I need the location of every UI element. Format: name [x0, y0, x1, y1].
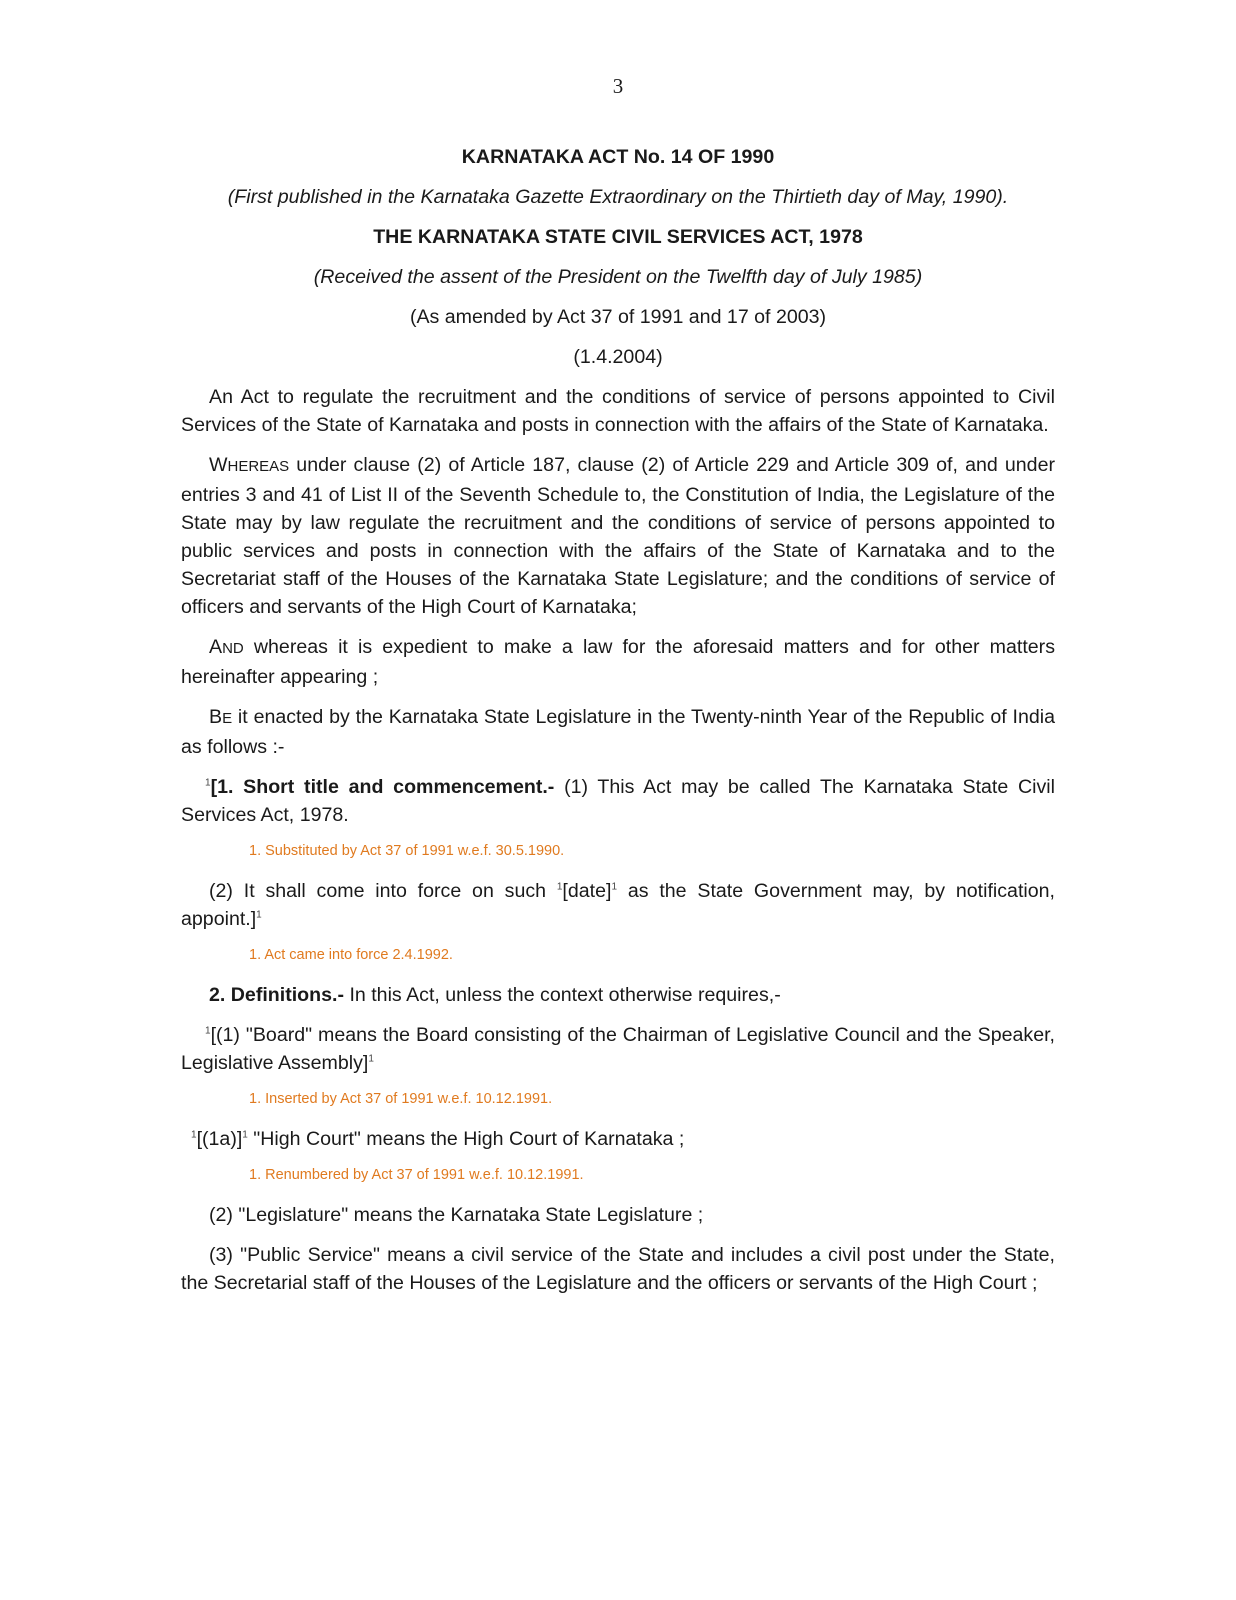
be-smallcaps: E — [222, 710, 233, 727]
footnote-marker: 1 — [368, 1053, 374, 1065]
footnote-marker: 1 — [242, 1129, 248, 1141]
subsection-2-date: [date] — [562, 880, 612, 902]
footnote-marker: 1 — [256, 909, 262, 921]
section-1-text: (1) This Act may be called The Karnataka State Civil Services Act, 1978. — [181, 776, 1055, 826]
preamble-whereas — [181, 451, 1055, 621]
and-text: whereas it is expedient to make a law for the aforesaid matters and for other matters hereinafter appearing ; — [181, 636, 1055, 688]
act-number: KARNATAKA ACT No. 14 OF 1990 — [461, 146, 775, 168]
definition-1a-high-court — [181, 1125, 1055, 1153]
section-1-heading: [1. Short title and commencement.- — [210, 776, 555, 798]
footnote-marker: 1 — [611, 881, 618, 893]
subsection-2-text-b: as the State Government may, by notification, appoint.] — [181, 880, 1055, 930]
footnote-marker: 1 — [191, 1129, 197, 1141]
definition-3-public-service: (3) "Public Service" means a civil service of the State and includes a civil post under the State, the Secretarial staff of the Houses of the Legislature and the officers or servants of the High Court ; — [181, 1244, 1055, 1294]
whereas-text: under clause (2) of Article 187, clause (2) of Article 229 and Article 309 of, and under entries 3 and 41 of List II of the Seventh Schedule to, the Constitution of India, the Legislature of the State may by law regulate the recruitment and the conditions of service of persons appointed to public services and posts in connection with the affairs of the State of Karnataka and to the Secretariat staff of the Houses of the Karnataka State Legislature; and the conditions of service of officers and servants of the High Court of Karnataka; — [181, 454, 1055, 618]
page-number: 3 — [612, 74, 624, 98]
assent-note: (Received the assent of the President on the Twelfth day of July 1985) — [313, 266, 923, 288]
footnote-renumbered: 1. Renumbered by Act 37 of 1991 w.e.f. 10.12.1991. — [249, 1167, 584, 1183]
whereas-initial: W — [209, 454, 228, 476]
and-initial: A — [209, 636, 223, 658]
publication-note: (First published in the Karnataka Gazette Extraordinary on the Thirtieth day of May, 1990). — [227, 186, 1009, 208]
preamble-intro: An Act to regulate the recruitment and the conditions of service of persons appointed to Civil Services of the State of Karnataka and posts in connection with the affairs of the State of Karnataka. — [181, 386, 1055, 436]
footnote-marker: 1 — [205, 1025, 211, 1037]
footnote-commencement: 1. Act came into force 2.4.1992. — [249, 947, 453, 963]
enacting-clause — [181, 703, 1055, 761]
definition-1a-text: "High Court" means the High Court of Karnataka ; — [247, 1128, 685, 1150]
subsection-2-text-a: (2) It shall come into force on such — [209, 880, 557, 902]
document-body — [181, 143, 1055, 1309]
version-date: (1.4.2004) — [573, 346, 663, 368]
footnote-inserted: 1. Inserted by Act 37 of 1991 w.e.f. 10.12.1991. — [249, 1091, 553, 1107]
footnote-marker: 1 — [556, 881, 563, 893]
section-2-heading: 2. Definitions.- — [209, 984, 344, 1006]
definition-1-text: [(1) "Board" means the Board consisting of the Chairman of Legislative Council and the Speaker, Legislative Assembly] — [181, 1024, 1055, 1074]
section-2 — [181, 981, 1055, 1009]
footnote-substituted: 1. Substituted by Act 37 of 1991 w.e.f. 30.5.1990. — [249, 843, 565, 859]
act-title: THE KARNATAKA STATE CIVIL SERVICES ACT, 1978 — [373, 226, 863, 248]
section-1 — [181, 773, 1055, 829]
definition-1a-number: [(1a)] — [196, 1128, 243, 1150]
definition-2-legislature: (2) "Legislature" means the Karnataka State Legislature ; — [209, 1204, 704, 1226]
definition-1-board — [181, 1021, 1055, 1077]
be-text: it enacted by the Karnataka State Legislature in the Twenty-ninth Year of the Republic of India as follows :- — [181, 706, 1055, 758]
section-2-text: In this Act, unless the context otherwise requires,- — [344, 984, 781, 1006]
whereas-smallcaps: HEREAS — [227, 458, 290, 475]
preamble-and-whereas — [181, 633, 1055, 691]
footnote-marker: 1 — [205, 777, 211, 789]
and-smallcaps: ND — [222, 640, 244, 657]
amendment-note: (As amended by Act 37 of 1991 and 17 of 2003) — [409, 306, 827, 328]
section-1-subsection-2 — [181, 877, 1055, 933]
be-initial: B — [209, 706, 223, 728]
